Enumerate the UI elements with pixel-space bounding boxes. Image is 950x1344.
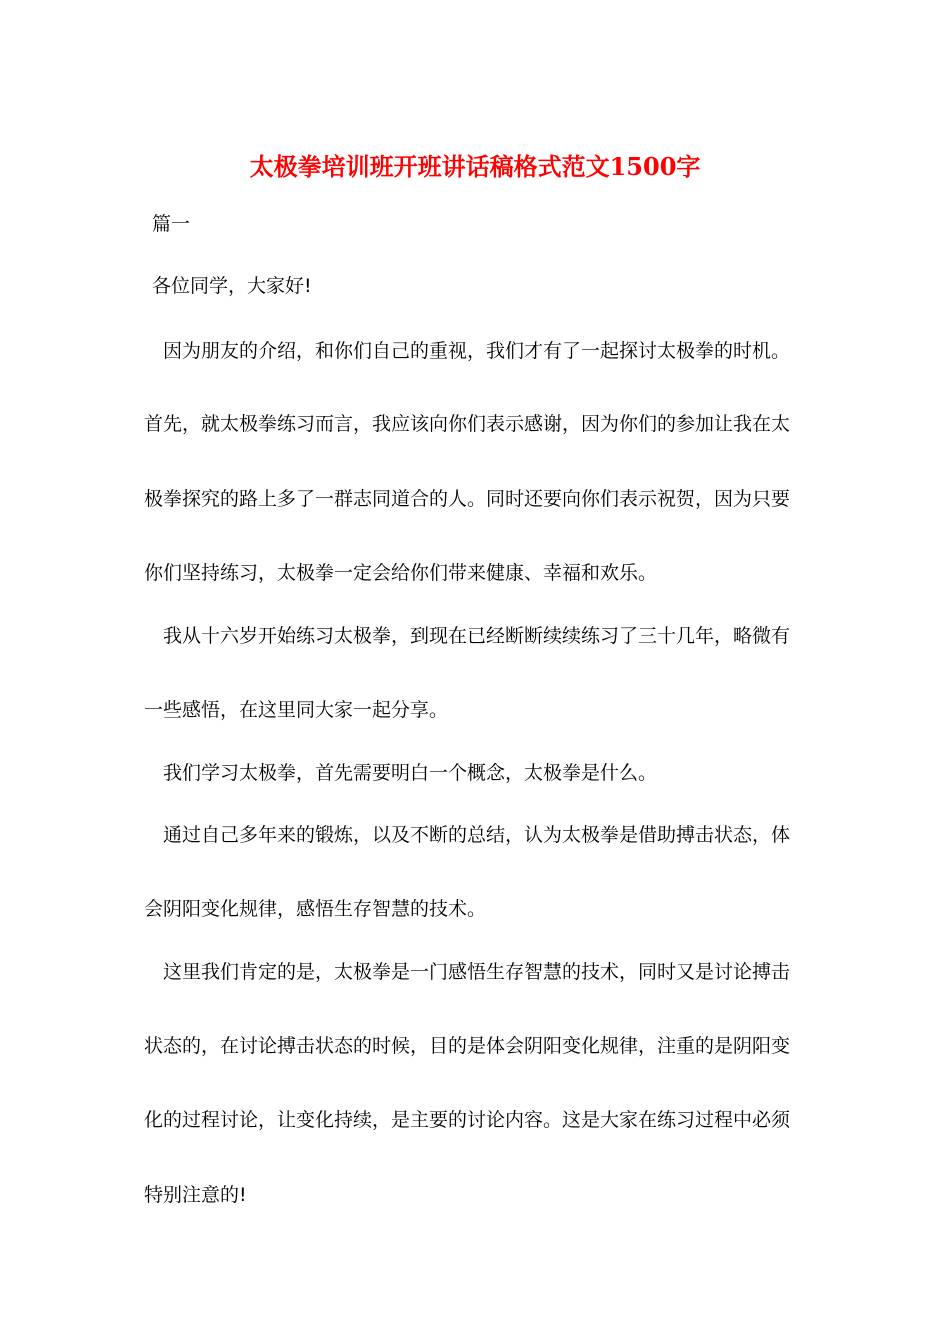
greeting-line: 各位同学，大家好! [152,275,312,297]
paragraph-line: 状态的，在讨论搏击状态的时候，目的是体会阴阳变化规律，注重的是阴阳变 [144,1035,791,1057]
paragraph-line: 我从十六岁开始练习太极拳，到现在已经断断续续练习了三十几年，略微有 [163,625,791,647]
paragraph-line: 会阴阳变化规律，感悟生存智慧的技术。 [144,898,487,920]
paragraph-line: 一些感悟，在这里同大家一起分享。 [144,699,449,721]
paragraph-line: 你们坚持练习，太极拳一定会给你们带来健康、幸福和欢乐。 [144,562,658,584]
paragraph-line: 特别注意的! [144,1184,247,1206]
paragraph-line: 极拳探究的路上多了一群志同道合的人。同时还要向你们表示祝贺，因为只要 [144,488,791,510]
paragraph-line: 通过自己多年来的锻炼，以及不断的总结，认为太极拳是借助搏击状态，体 [163,824,791,846]
document-title: 太极拳培训班开班讲话稿格式范文1500字 [249,152,701,181]
section-label: 篇一 [152,213,191,235]
paragraph-line: 因为朋友的介绍，和你们自己的重视，我们才有了一起探讨太极拳的时机。 [163,340,791,362]
paragraph-line: 化的过程讨论，让变化持续，是主要的讨论内容。这是大家在练习过程中必须 [144,1109,791,1131]
paragraph-line: 这里我们肯定的是，太极拳是一门感悟生存智慧的技术，同时又是讨论搏击 [163,961,791,983]
paragraph-line: 我们学习太极拳，首先需要明白一个概念，太极拳是什么。 [163,762,658,784]
paragraph-line: 首先，就太极拳练习而言，我应该向你们表示感谢，因为你们的参加让我在太 [144,413,791,435]
